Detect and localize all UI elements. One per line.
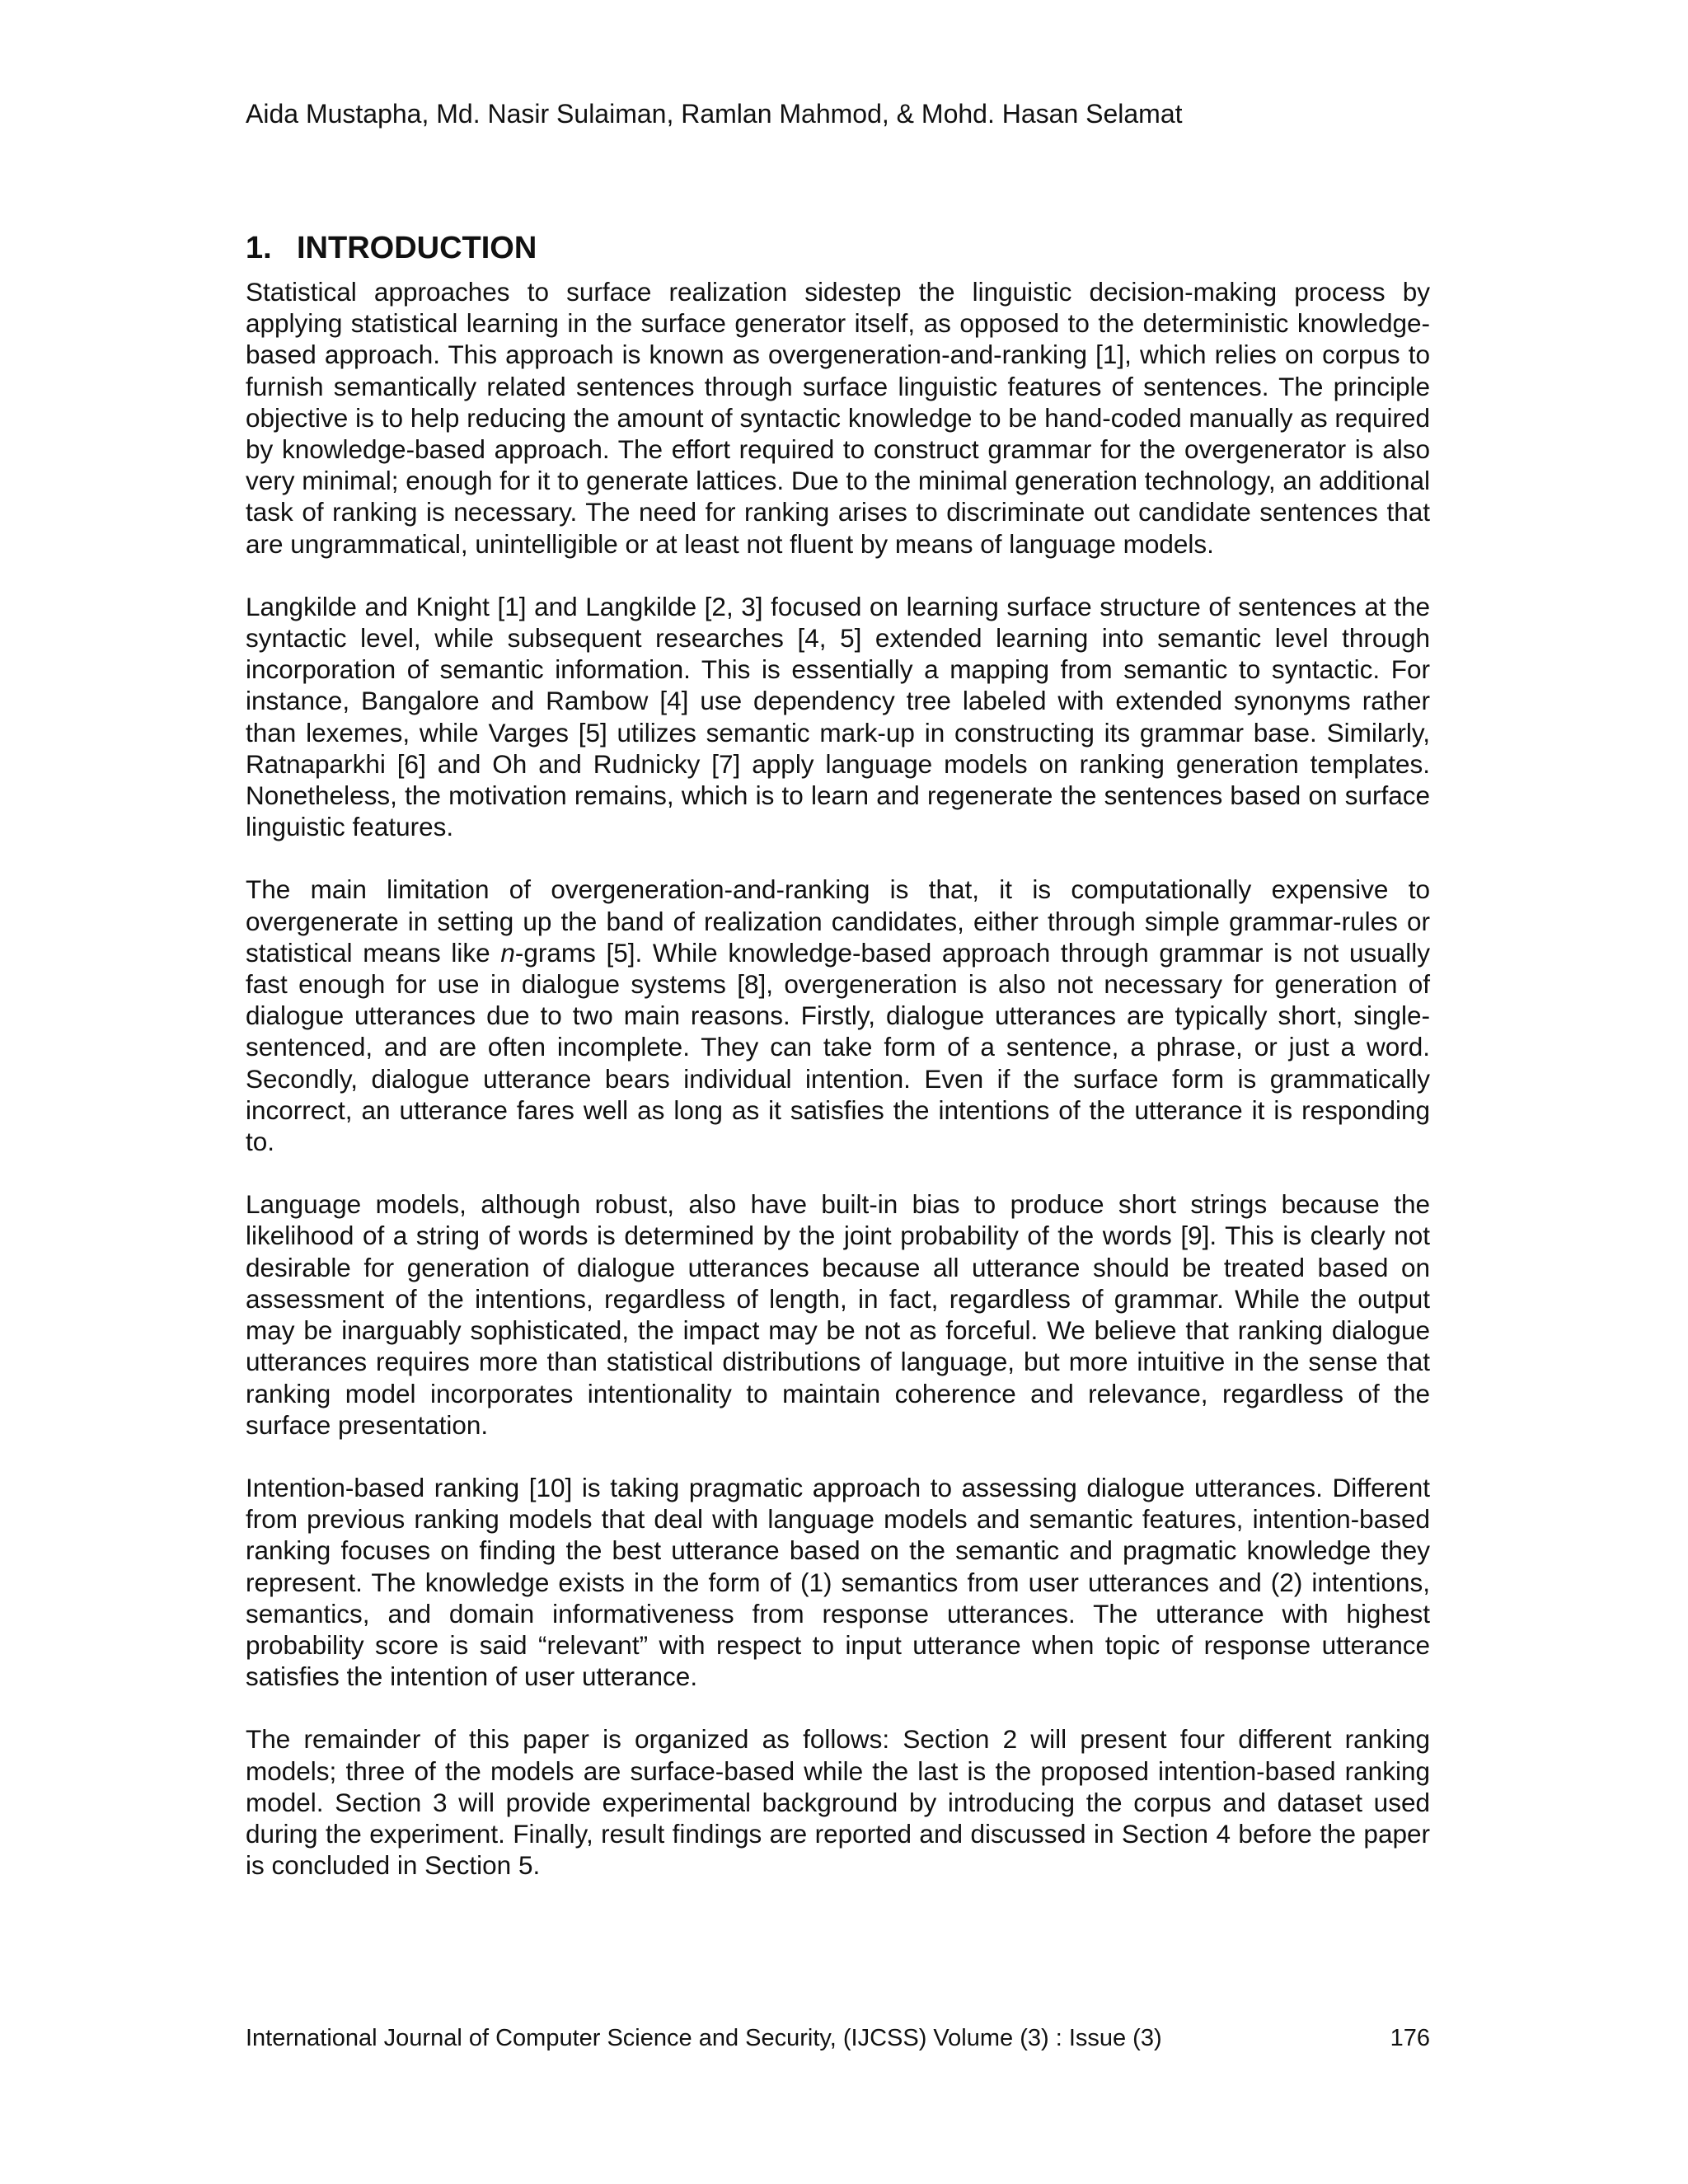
paragraph-5: Intention-based ranking [10] is taking pragmatic approach to assessing dialogue utterances. Different from previous ranking models that deal with language models and semantic features, intention-based ranking focuses on finding the best utterance based on the semantic and pragmatic knowledge they represent. The knowledge exists in the form of (1) semantics from user utterances and (2) intentions, semantics, and domain informativeness from response utterances. The utterance with highest probability score is said “relevant” with respect to input utterance when topic of response utterance satisfies the intention of user utterance.: [246, 1472, 1430, 1692]
footer-page-number: 176: [1390, 2025, 1430, 2051]
paragraph-3-italic-n: n: [500, 937, 515, 968]
paragraph-2: Langkilde and Knight [1] and Langkilde [2, 3] focused on learning surface structure of sentences at the syntactic level, while subsequent researches [4, 5] extended learning into semantic level through incorporation of semantic information. This is essentially a mapping from semantic to syntactic. For instance, Bangalore and Rambow [4] use dependency tree labeled with extended synonyms rather than lexemes, while Varges [5] utilizes semantic mark-up in constructing its grammar base. Similarly, Ratnaparkhi [6] and Oh and Rudnicky [7] apply language models on ranking generation templates. Nonetheless, the motivation remains, which is to learn and regenerate the sentences based on surface linguistic features.: [246, 591, 1430, 842]
body-text: [246, 276, 1430, 1912]
footer-journal-name: International Journal of Computer Science and Security, (IJCSS) Volume (3) : Issue (3): [246, 2025, 1162, 2051]
paragraph-3: [246, 874, 1430, 1157]
paragraph-3-part-2: -grams [5]. While knowledge-based approach through grammar is not usually fast enough for use in dialogue systems [8], overgeneration is also not necessary for generation of dialogue utterances due to two main reasons. Firstly, dialogue utterances are typically short, single-sentenced, and are often incomplete. They can take form of a sentence, a phrase, or just a word. Secondly, dialogue utterance bears individual intention. Even if the surface form is grammatically incorrect, an utterance fares well as long as it satisfies the intentions of the utterance it is responding to.: [246, 937, 1430, 1157]
running-header-authors: Aida Mustapha, Md. Nasir Sulaiman, Ramlan Mahmod, & Mohd. Hasan Selamat: [246, 99, 1183, 129]
paragraph-3-part-1: The main limitation of overgeneration-and-ranking is that, it is computationally expensive to overgenerate in setting up the band of realization candidates, either through simple grammar-rules or statistical means like: [246, 874, 1430, 968]
section-title: INTRODUCTION: [297, 231, 537, 265]
paragraph-6: The remainder of this paper is organized as follows: Section 2 will present four different ranking models; three of the models are surface-based while the last is the proposed intention-based ranking model. Section 3 will provide experimental background by introducing the corpus and dataset used during the experiment. Finally, result findings are reported and discussed in Section 4 before the paper is concluded in Section 5.: [246, 1724, 1430, 1881]
section-number: 1.: [246, 231, 272, 265]
paragraph-4: Language models, although robust, also have built-in bias to produce short strings because the likelihood of a string of words is determined by the joint probability of the words [9]. This is clearly not desirable for generation of dialogue utterances because all utterance should be treated based on assessment of the intentions, regardless of length, in fact, regardless of grammar. While the output may be inarguably sophisticated, the impact may be not as forceful. We believe that ranking dialogue utterances requires more than statistical distributions of language, but more intuitive in the sense that ranking model incorporates intentionality to maintain coherence and relevance, regardless of the surface presentation.: [246, 1189, 1430, 1440]
section-heading: [246, 229, 537, 267]
paragraph-1: Statistical approaches to surface realization sidestep the linguistic decision-making process by applying statistical learning in the surface generator itself, as opposed to the deterministic knowledge-based approach. This approach is known as overgeneration-and-ranking [1], which relies on corpus to furnish semantically related sentences through surface linguistic features of sentences. The principle objective is to help reducing the amount of syntactic knowledge to be hand-coded manually as required by knowledge-based approach. The effort required to construct grammar for the overgenerator is also very minimal; enough for it to generate lattices. Due to the minimal generation technology, an additional task of ranking is necessary. The need for ranking arises to discriminate out candidate sentences that are ungrammatical, unintelligible or at least not fluent by means of language models.: [246, 277, 1430, 559]
